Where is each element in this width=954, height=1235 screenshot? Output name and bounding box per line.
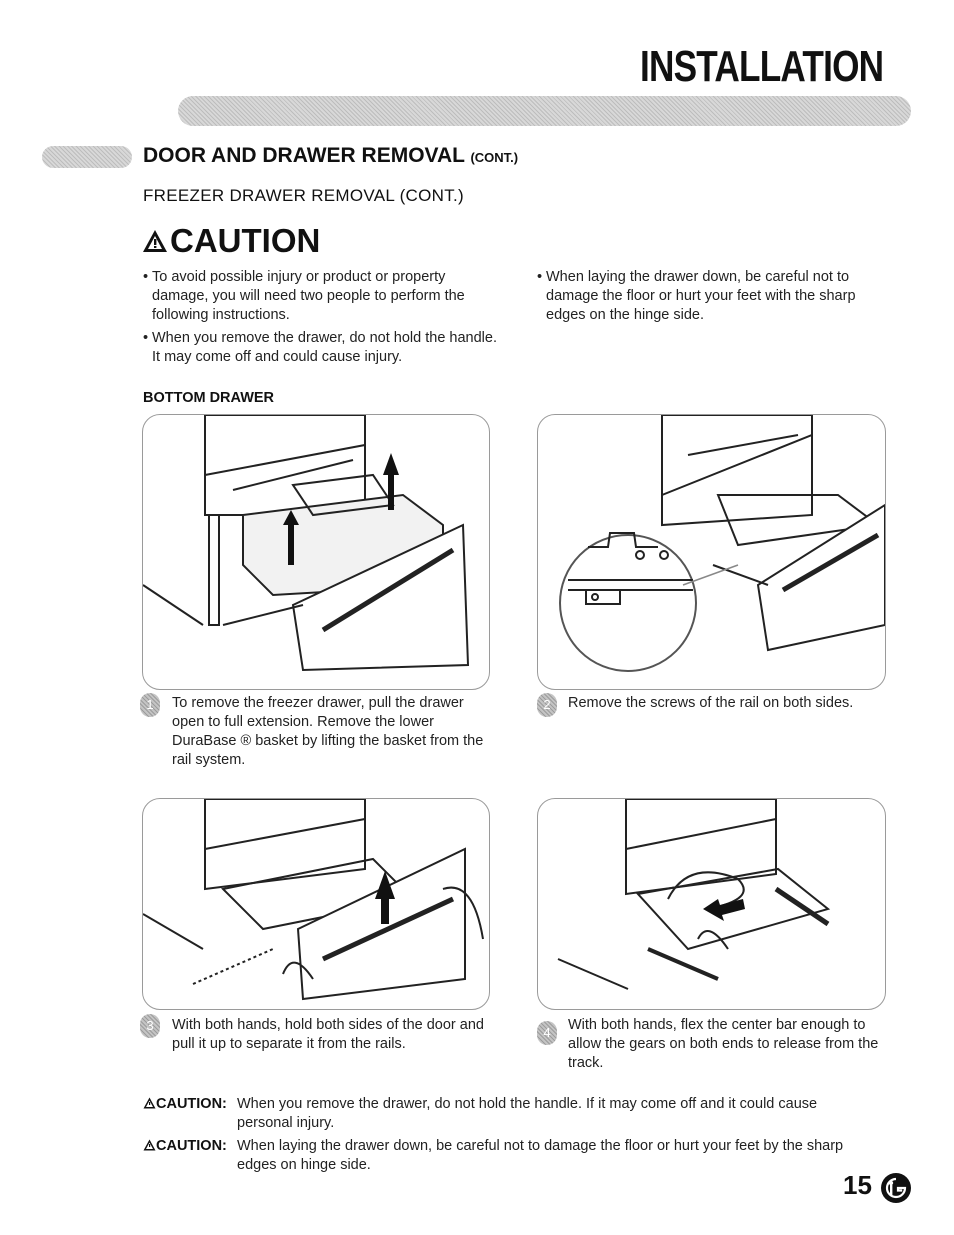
step-2-text: Remove the screws of the rail on both sides. [568, 695, 854, 711]
section-subtitle: FREEZER DRAWER REMOVAL (CONT.) [143, 186, 464, 205]
caution-note-text: When you remove the drawer, do not hold the handle. If it may come off and it could cause personal injury. [237, 1096, 818, 1131]
step-1-badge: 1 [140, 693, 160, 717]
section-title [143, 144, 518, 168]
caution-bullet: • When laying the drawer down, be careful not to damage the floor or hurt your feet with the sharp edges on the hinge side. [537, 268, 897, 325]
page-header-title: INSTALLATION [640, 42, 884, 91]
caution-note [143, 1137, 873, 1175]
rail-screws-illustration [538, 415, 885, 689]
caution-heading [142, 222, 320, 260]
warning-triangle-icon [142, 229, 168, 253]
caution-note-label: CAUTION: [156, 1138, 227, 1154]
caution-heading-text: CAUTION [170, 222, 321, 259]
step-3-badge: 3 [140, 1014, 160, 1038]
warning-triangle-icon [143, 1139, 156, 1151]
illustration-step-4 [537, 798, 886, 1010]
caution-bullet-text: When laying the drawer down, be careful not to damage the floor or hurt your feet with the sharp edges on the hinge side. [546, 269, 856, 323]
step-3-text: With both hands, hold both sides of the door and pull it up to separate it from the rails. [172, 1017, 484, 1052]
bottom-drawer-label: BOTTOM DRAWER [143, 390, 275, 406]
section-marker [42, 146, 132, 168]
section-title-text: DOOR AND DRAWER REMOVAL [143, 144, 465, 167]
section-title-suffix: (CONT.) [470, 150, 519, 165]
caution-bullet: • When you remove the drawer, do not hold the handle. It may come off and could cause injury. [143, 329, 503, 367]
center-bar-flex-illustration [538, 799, 885, 1009]
caution-bullet-text: To avoid possible injury or product or property damage, you will need two people to perform the following instructions. [152, 269, 465, 323]
door-separation-illustration [143, 799, 489, 1009]
caution-note-text: When laying the drawer down, be careful not to damage the floor or hurt your feet by the sharp edges on hinge side. [237, 1138, 844, 1173]
step-1-text: To remove the freezer drawer, pull the drawer open to full extension. Remove the lower DuraBase ® basket by lifting the basket from the rail system. [172, 695, 484, 768]
illustration-step-3 [142, 798, 490, 1010]
step-2-badge: 2 [537, 693, 557, 717]
caution-note-label: CAUTION: [156, 1096, 227, 1112]
warning-triangle-icon [143, 1097, 156, 1109]
drawer-basket-removal-illustration [143, 415, 489, 689]
step-4-text: With both hands, flex the center bar enough to allow the gears on both ends to release from the track. [568, 1017, 879, 1071]
header-bar [178, 96, 911, 126]
caution-note [143, 1095, 873, 1133]
page-number: 15 [843, 1170, 872, 1200]
illustration-step-2 [537, 414, 886, 690]
step-4-badge: 4 [537, 1021, 557, 1045]
caution-bullet: • To avoid possible injury or product or property damage, you will need two people to perform the following instructions. [143, 268, 503, 325]
caution-bullet-text: When you remove the drawer, do not hold the handle. It may come off and could cause injury. [152, 330, 497, 365]
lg-logo-icon [879, 1171, 913, 1210]
illustration-step-1 [142, 414, 490, 690]
